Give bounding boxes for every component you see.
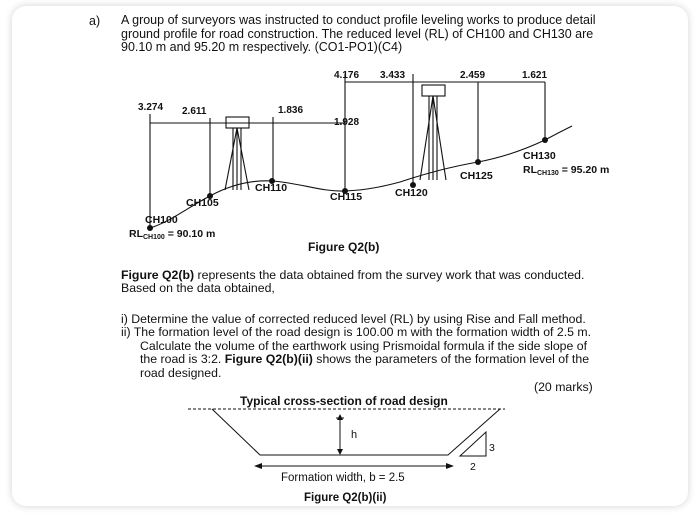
item-ii [121,326,611,339]
chainage-label: CH115 [330,191,363,203]
item-ii-line: Calculate the volume of the earthwork using Prismoidal formula if the side slope of [140,338,588,353]
slope-horizontal-label: 2 [470,461,476,473]
chainage-label: CH110 [255,182,288,194]
figure-reference: Figure Q2(b)(ii) [224,352,313,367]
description-line: Based on the data obtained, [121,281,275,296]
reading-label: 2.459 [460,70,486,81]
item-ii-label: ii) [121,325,131,340]
reading-label: 2.611 [182,106,207,117]
item-ii-text: the road is 3:2. [140,352,225,367]
height-label: h [351,429,358,441]
rl-ch130-label: RLCH130 = 95.20 m [523,164,610,177]
figure-description [121,269,601,296]
description-line [121,269,601,282]
reading-label: 3.274 [138,102,164,113]
item-i-label: i) [121,312,128,326]
intro-line: 90.10 m and 95.20 m respectively. (CO1-PO1)(C4) [121,40,403,55]
question-items [121,313,611,380]
intro-line: ground profile for road construction. The reduced level (RL) of CH100 and CH130 are [121,26,594,41]
item-ii-line: road designed. [140,365,222,380]
chainage-label: CH125 [460,170,493,182]
chainage-label: CH100 [145,214,178,226]
item-ii-text: The formation level of the road design is 100.00 m with the formation width of 2.5 m. [133,325,592,340]
chainage-label: CH130 [523,150,556,162]
figure-q2bii-caption: Figure Q2(b)(ii) [304,492,387,504]
description-text: represents the data obtained from the survey work that was conducted. [194,268,585,282]
reading-label: 1.621 [522,70,548,81]
cross-section-title: Typical cross-section of road design [240,394,448,408]
chainage-label: CH120 [395,187,428,199]
reading-label: 1.836 [278,105,304,116]
item-ii-line [121,353,611,366]
reading-label: 3.433 [380,70,406,81]
intro-line: A group of surveyors was instructed to conduct profile leveling works to produce detail [121,13,596,27]
reading-label: 1.928 [334,117,360,128]
marks-label: (20 marks) [534,380,593,394]
figure-q2b-caption: Figure Q2(b) [308,240,380,254]
figure-reference: Figure Q2(b) [121,268,195,282]
slope-vertical-label: 3 [489,442,495,454]
rl-ch100-label: RLCH100 = 90.10 m [129,228,216,241]
reading-label: 4.176 [334,70,360,81]
item-i [121,313,611,326]
chainage-label: CH105 [186,197,219,209]
question-label: a) [89,14,101,28]
ground-profile-line [150,126,572,228]
item-i-text: Determine the value of corrected reduced level (RL) by using Rise and Fall method. [131,312,586,326]
item-ii-text: shows the parameters of the formation level of the [312,352,590,367]
formation-width-label: Formation width, b = 2.5 [281,472,405,484]
